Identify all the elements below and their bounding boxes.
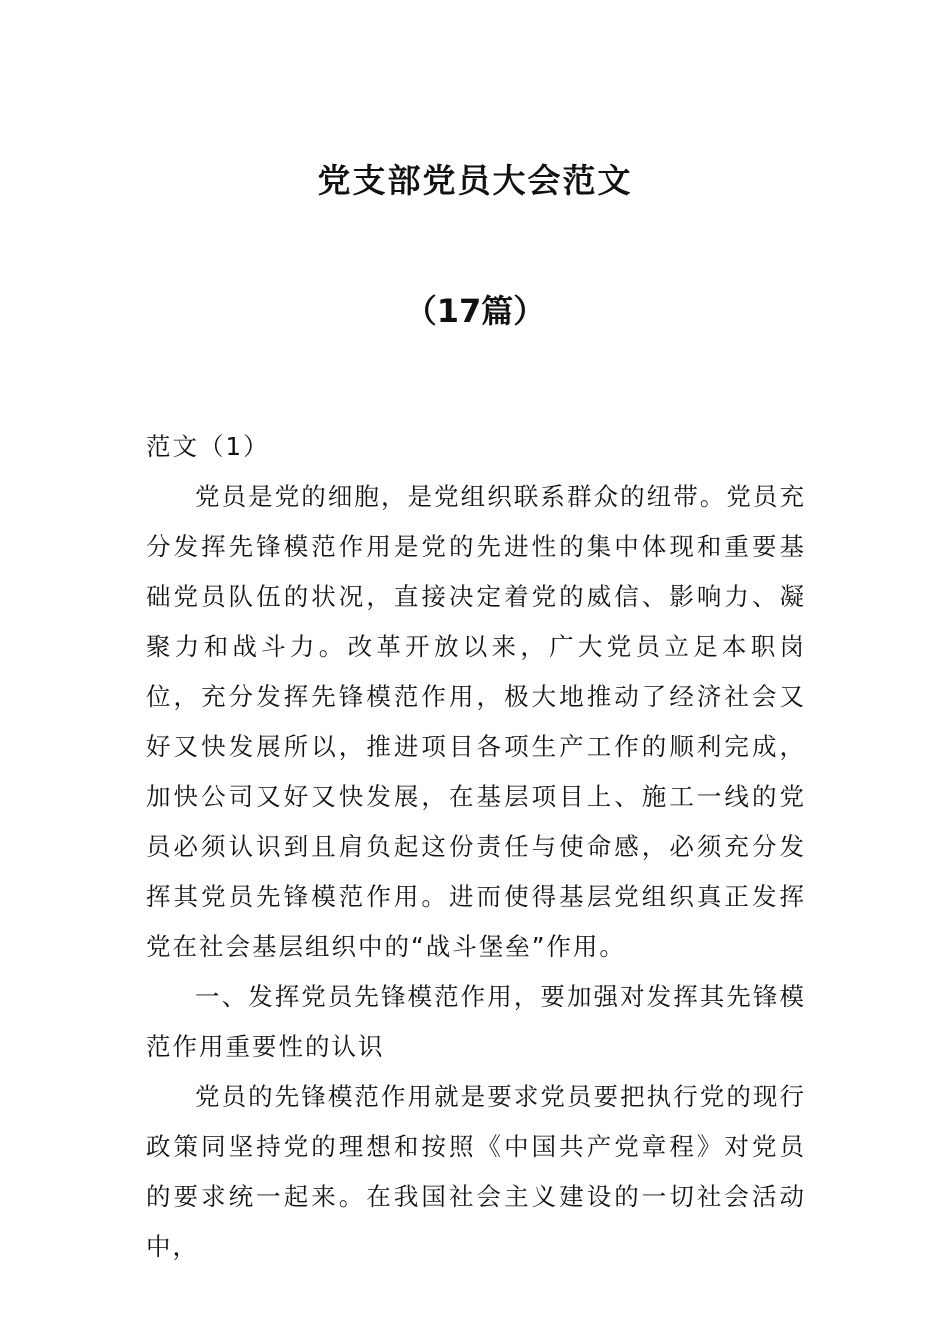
body-heading-1: 一、发挥党员先锋模范作用，要加强对发挥其先锋模范作用重要性的认识 [146, 982, 806, 1061]
document-title: 党支部党员大会范文 [317, 161, 633, 200]
body-paragraph-2: 党员的先锋模范作用就是要求党员要把执行党的现行政策同坚持党的理想和按照《中国共产党章程》对党员的要求统一起来。在我国社会主义建设的一切社会活动中， [146, 1082, 806, 1261]
section-label: 范文（1） [146, 432, 270, 461]
body-paragraph-1: 党员是党的细胞，是党组织联系群众的纽带。党员充分发挥先锋模范作用是党的先进性的集中体现和重要基础党员队伍的状况，直接决定着党的威信、影响力、凝聚力和战斗力。改革开放以来，广大党员立足本职岗位，充分发挥先锋模范作用，极大地推动了经济社会又好又快发展所以，推进项目各项生产工作的顺利完成，加快公司又好又快发展，在基层项目上、施工一线的党员必须认识到且肩负起这份责任与使命感，必须充分发挥其党员先锋模范作用。进而使得基层党组织真正发挥党在社会基层组织中的“战斗堡垒”作用。 [146, 482, 806, 961]
document-subtitle: （17篇） [404, 292, 546, 330]
document-body [146, 422, 806, 1272]
